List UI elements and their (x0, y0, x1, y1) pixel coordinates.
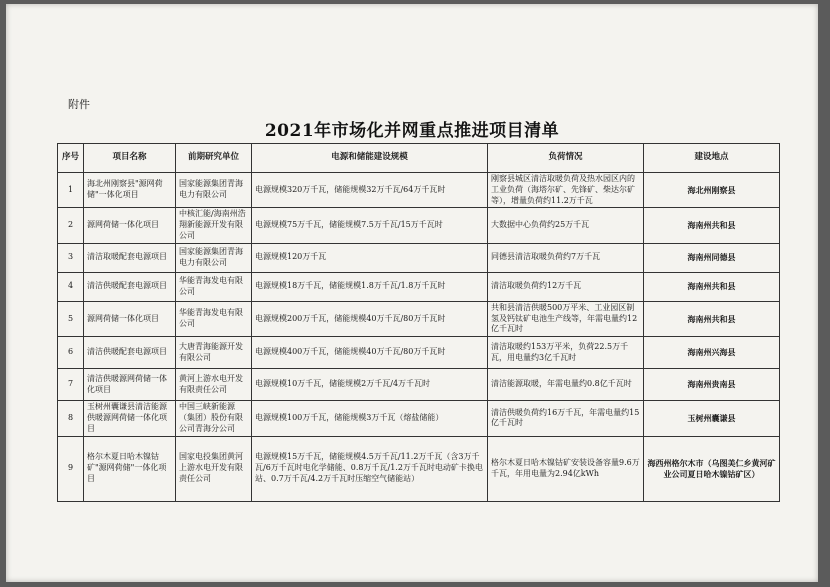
project-name: 清洁取暖配套电源项目 (84, 243, 176, 272)
row-no: 7 (58, 369, 84, 401)
row-no: 5 (58, 301, 84, 336)
attachment-label: 附件 (68, 98, 90, 111)
load: 刚察县城区清洁取暖负荷及热水园区内的工业负荷（海塔尔矿、先锋矿、柴达尔矿等），增量负荷约11.2万千瓦 (488, 173, 644, 208)
project-name: 海北州刚察县"源网荷储"一体化项目 (84, 173, 176, 208)
project-name: 格尔木夏日哈木镍钴矿"源网荷储"一体化项目 (84, 436, 176, 501)
location: 海南州共和县 (644, 272, 780, 301)
table-row (58, 301, 780, 336)
header-no: 序号 (58, 144, 84, 173)
project-name: 清洁供暖配套电源项目 (84, 337, 176, 369)
load: 格尔木夏日哈木镍钴矿安装设备容量9.6万千瓦，年用电量为2.94亿kWh (488, 436, 644, 501)
scale: 电源规模10万千瓦，储能规模2万千瓦/4万千瓦时 (252, 369, 488, 401)
location: 海南州同德县 (644, 243, 780, 272)
project-name: 玉树州囊谦县清洁能源供暖源网荷储一体化项目 (84, 401, 176, 436)
research-unit: 中核汇能/海南州浩翔新能源开发有限公司 (176, 208, 252, 243)
research-unit: 黄河上游水电开发有限责任公司 (176, 369, 252, 401)
research-unit: 国家电投集团黄河上游水电开发有限责任公司 (176, 436, 252, 501)
scale: 电源规模400万千瓦，储能规模40万千瓦/80万千瓦时 (252, 337, 488, 369)
row-no: 3 (58, 243, 84, 272)
load: 同德县清洁取暖负荷约7万千瓦 (488, 243, 644, 272)
load: 共和县清洁供暖500万平米、工业园区制氢及钙钛矿电池生产线等，年需电量约12亿千瓦时 (488, 301, 644, 336)
scale: 电源规模200万千瓦，储能规模40万千瓦/80万千瓦时 (252, 301, 488, 336)
load: 清洁取暖约153万平米，负荷22.5万千瓦，用电量约3亿千瓦时 (488, 337, 644, 369)
location: 海南州贵南县 (644, 369, 780, 401)
table-row (58, 401, 780, 436)
row-no: 9 (58, 436, 84, 501)
page-title: 2021年市场化并网重点推进项目清单 (264, 121, 560, 141)
project-name: 源网荷储一体化项目 (84, 208, 176, 243)
research-unit: 国家能源集团青海电力有限公司 (176, 243, 252, 272)
header-research-unit: 前期研究单位 (176, 144, 252, 173)
table-header-row (58, 144, 780, 173)
scale: 电源规模320万千瓦，储能规模32万千瓦/64万千瓦时 (252, 173, 488, 208)
research-unit: 国家能源集团青海电力有限公司 (176, 173, 252, 208)
location: 海北州刚察县 (644, 173, 780, 208)
header-load: 负荷情况 (488, 144, 644, 173)
table-row (58, 243, 780, 272)
project-table (57, 143, 780, 502)
row-no: 4 (58, 272, 84, 301)
location: 海南州共和县 (644, 301, 780, 336)
location: 玉树州囊谦县 (644, 401, 780, 436)
table-row (58, 369, 780, 401)
scale: 电源规模15万千瓦，储能规模4.5万千瓦/11.2万千瓦（含3万千瓦/6万千瓦时电化学储能、0.8万千瓦/1.2万千瓦时电动矿卡换电站、0.7万千瓦/4.2万千瓦时压缩空气储能站） (252, 436, 488, 501)
project-name: 源网荷储一体化项目 (84, 301, 176, 336)
research-unit: 华能青海发电有限公司 (176, 301, 252, 336)
research-unit: 华能青海发电有限公司 (176, 272, 252, 301)
row-no: 2 (58, 208, 84, 243)
table-row (58, 173, 780, 208)
scale: 电源规模75万千瓦，储能规模7.5万千瓦/15万千瓦时 (252, 208, 488, 243)
location: 海南州共和县 (644, 208, 780, 243)
scale: 电源规模18万千瓦，储能规模1.8万千瓦/1.8万千瓦时 (252, 272, 488, 301)
row-no: 6 (58, 337, 84, 369)
location: 海西州格尔木市（乌图美仁乡黄河矿业公司夏日哈木镍钴矿区） (644, 436, 780, 501)
header-scale: 电源和储能建设规模 (252, 144, 488, 173)
project-name: 清洁供暖配套电源项目 (84, 272, 176, 301)
project-name: 清洁供暖源网荷储一体化项目 (84, 369, 176, 401)
load: 清洁供暖负荷约16万千瓦，年需电量约15亿千瓦时 (488, 401, 644, 436)
header-project-name: 项目名称 (84, 144, 176, 173)
table-row (58, 436, 780, 501)
location: 海南州兴海县 (644, 337, 780, 369)
load: 大数据中心负荷约25万千瓦 (488, 208, 644, 243)
research-unit: 中国三峡新能源（集团）股份有限公司青海分公司 (176, 401, 252, 436)
load: 清洁能源取暖，年需电量约0.8亿千瓦时 (488, 369, 644, 401)
table-row (58, 337, 780, 369)
row-no: 8 (58, 401, 84, 436)
scale: 电源规模120万千瓦 (252, 243, 488, 272)
load: 清洁取暖负荷约12万千瓦 (488, 272, 644, 301)
row-no: 1 (58, 173, 84, 208)
table-row (58, 272, 780, 301)
research-unit: 大唐青海能源开发有限公司 (176, 337, 252, 369)
scale: 电源规模100万千瓦，储能规模3万千瓦（熔盐储能） (252, 401, 488, 436)
header-location: 建设地点 (644, 144, 780, 173)
table-row (58, 208, 780, 243)
